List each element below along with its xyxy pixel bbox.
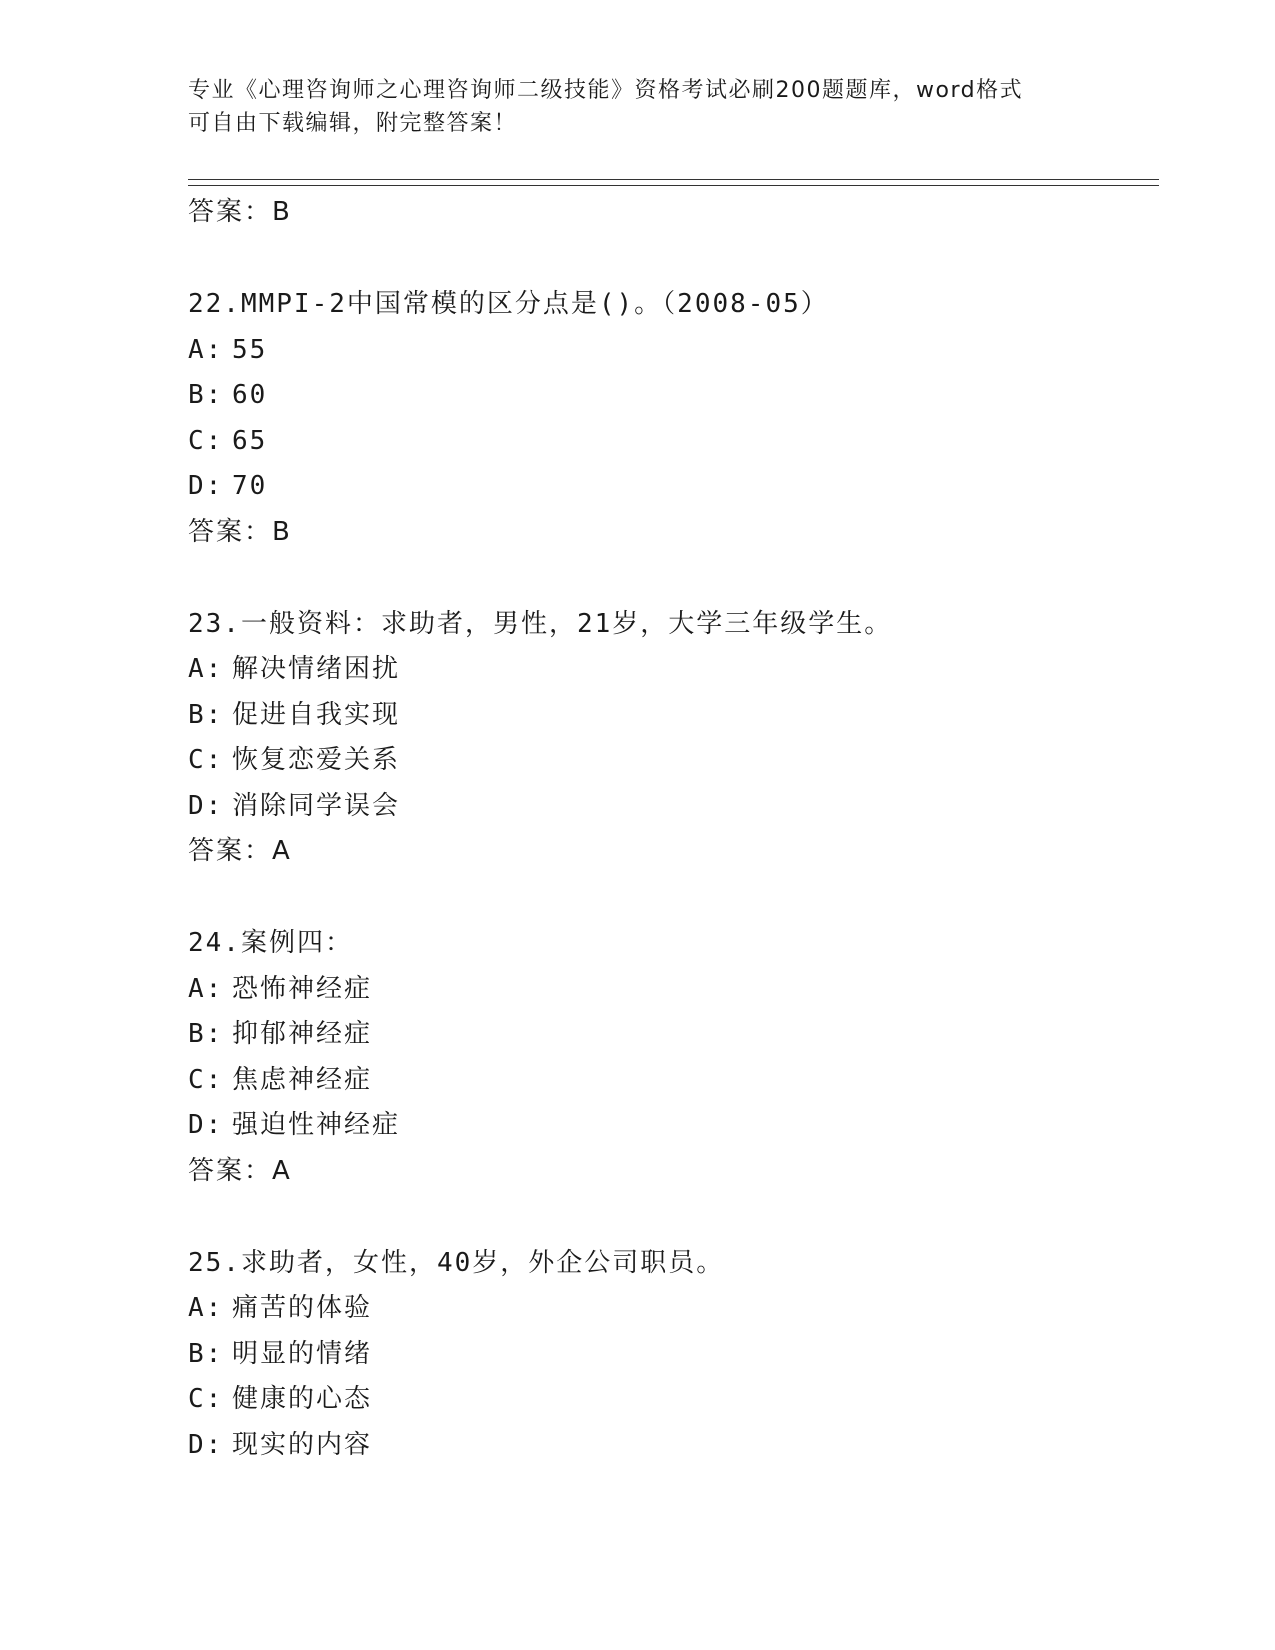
option-text: 恐怖神经症 [232, 973, 373, 1004]
option-letter: C: [188, 1064, 224, 1095]
answer-line: 答案：B [188, 197, 292, 227]
question-block [188, 1241, 1158, 1469]
question-stem: 24.案例四： [188, 928, 353, 958]
option-letter: B: [188, 699, 224, 730]
spacer [188, 555, 1158, 602]
option-text: 明显的情绪 [232, 1338, 373, 1369]
option-b [188, 1012, 1158, 1058]
option-d [188, 1103, 1158, 1149]
option-text: 焦虑神经症 [232, 1064, 373, 1095]
option-text: 痛苦的体验 [232, 1293, 373, 1323]
option-b [188, 1332, 1158, 1378]
question-list [188, 190, 1158, 1468]
option-d [188, 1423, 1158, 1469]
option-a [188, 967, 1158, 1013]
spacer [188, 1194, 1158, 1241]
spacer [188, 874, 1158, 921]
question-block [188, 921, 1158, 1194]
option-letter: C: [188, 1384, 224, 1414]
spacer [188, 235, 1158, 282]
question-block [188, 602, 1158, 875]
question-stem: 23.一般资料：求助者，男性，21岁，大学三年级学生。 [188, 608, 893, 639]
document-header [188, 74, 1088, 140]
answer-line: 答案：A [188, 836, 292, 866]
question-stem: 22.MMPI-2中国常模的区分点是()。（2008-05） [188, 289, 829, 319]
option-letter: B: [188, 1019, 224, 1049]
option-letter: A: [188, 654, 224, 684]
option-text: 现实的内容 [232, 1429, 373, 1460]
option-text: 恢复恋爱关系 [232, 745, 401, 775]
header-line-2: 可自由下载编辑，附完整答案！ [188, 111, 518, 136]
header-divider-top [188, 179, 1159, 180]
option-text: 70 [232, 471, 268, 501]
option-letter: D: [188, 1110, 224, 1140]
option-letter: A: [188, 334, 224, 365]
option-letter: D: [188, 1429, 224, 1460]
answer-line: 答案：A [188, 1155, 292, 1186]
header-divider-bottom [188, 185, 1159, 186]
answer-line: 答案：B [188, 516, 292, 547]
option-c [188, 419, 1158, 465]
option-b [188, 373, 1158, 419]
option-text: 60 [232, 380, 268, 410]
option-text: 抑郁神经症 [232, 1019, 373, 1049]
option-letter: B: [188, 1338, 224, 1369]
option-a [188, 328, 1158, 374]
option-c [188, 1058, 1158, 1104]
option-text: 促进自我实现 [232, 699, 401, 730]
question-block [188, 282, 1158, 555]
option-text: 强迫性神经症 [232, 1110, 401, 1140]
option-letter: D: [188, 471, 224, 501]
option-letter: B: [188, 380, 224, 410]
option-text: 55 [232, 334, 268, 365]
option-text: 消除同学误会 [232, 790, 401, 821]
option-a [188, 647, 1158, 693]
option-a [188, 1286, 1158, 1332]
option-letter: A: [188, 973, 224, 1004]
option-letter: C: [188, 745, 224, 775]
option-c [188, 738, 1158, 784]
option-b [188, 693, 1158, 739]
option-letter: A: [188, 1293, 224, 1323]
option-text: 65 [232, 425, 268, 456]
option-letter: C: [188, 425, 224, 456]
option-letter: D: [188, 790, 224, 821]
option-d [188, 464, 1158, 510]
option-text: 解决情绪困扰 [232, 654, 401, 684]
option-d [188, 784, 1158, 830]
question-stem: 25.求助者，女性，40岁，外企公司职员。 [188, 1247, 725, 1278]
option-c [188, 1377, 1158, 1423]
header-line-1: 专业《心理咨询师之心理咨询师二级技能》资格考试必刷200题题库，word格式 [188, 78, 1024, 103]
option-text: 健康的心态 [232, 1384, 373, 1414]
